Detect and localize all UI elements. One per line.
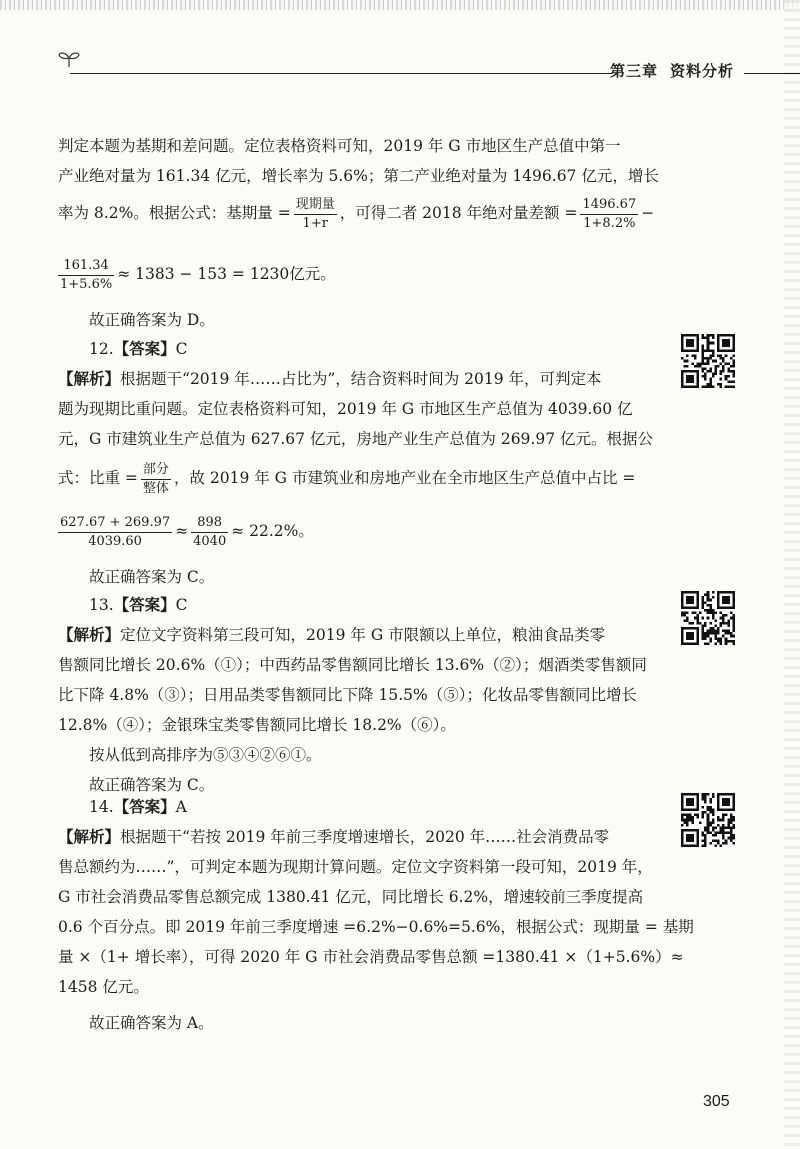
answer-conclusion: 故正确答案为 C。 [89, 568, 215, 586]
text-segment: 根据题干“2019 年……占比为”，结合资料时间为 2019 年，可判定本 [120, 370, 602, 388]
text-segment: 根据题干“若按 2019 年前三季度增速增长，2020 年……社会消费品零 [120, 828, 610, 846]
analysis-tag: 【解析】 [58, 370, 121, 388]
answer-value: C [175, 596, 188, 614]
fraction-secondary [580, 197, 638, 232]
q13-block [58, 590, 658, 800]
text-line: 12.8%（④）；金银珠宝类零售额同比增长 18.2%（⑥）。 [58, 716, 456, 734]
fraction-ratio [141, 462, 171, 497]
text-line: 题为现期比重问题。定位表格资料可知，2019 年 G 市地区生产总值为 4039.60 亿 [58, 400, 633, 418]
answer-value: A [175, 798, 187, 816]
formula-line [58, 191, 658, 235]
q12-formula-result [58, 507, 658, 555]
text-segment: 定位文字资料第三段可知，2019 年 G 市限额以上单位，粮油食品类零 [120, 626, 606, 644]
text-segment: 率为 8.2%。根据公式：基期量 = [58, 204, 291, 222]
qr-code-icon[interactable] [681, 334, 735, 388]
formula-line [58, 252, 658, 296]
answer-tag: 【答案】 [113, 596, 176, 614]
fraction-base-period [294, 197, 337, 232]
denominator: 4040 [193, 533, 227, 549]
analysis-tag: 【解析】 [58, 626, 121, 644]
q11-analysis-tail [58, 131, 658, 235]
scan-right-border [784, 0, 800, 1149]
numerator: 161.34 [58, 258, 114, 276]
text-segment: ，故 2019 年 G 市建筑业和房地产业在全市地区生产总值中占比 = [173, 469, 636, 487]
chapter-name: 资料分析 [669, 62, 734, 80]
text-segment: − [641, 204, 655, 222]
text-segment: ≈ 22.2%。 [231, 522, 314, 540]
text-line: 售总额约为……”，可判定本题为现期计算问题。定位文字资料第一段可知，2019 年， [58, 858, 653, 876]
q14-block [58, 792, 694, 1038]
answer-line [58, 792, 658, 822]
numerator: 部分 [141, 462, 171, 480]
answer-tag: 【答案】 [113, 340, 176, 358]
denominator: 4039.60 [88, 533, 142, 549]
chapter-title [610, 60, 734, 81]
numerator: 898 [191, 515, 228, 533]
text-line: 判定本题为基期和差问题。定位表格资料可知，2019 年 G 市地区生产总值中第一 [58, 137, 621, 155]
text-line: 元，G 市建筑业生产总值为 627.67 亿元，房地产业生产总值为 269.97 亿元。根据公 [58, 430, 653, 448]
approx-sign: ≈ [175, 522, 189, 540]
denominator: 1+r [302, 215, 328, 231]
answer-line [58, 334, 658, 364]
q12-conclusion [58, 562, 658, 592]
page-number: 305 [703, 1093, 730, 1110]
text-segment: ，可得二者 2018 年绝对量差额 = [339, 204, 578, 222]
formula-line [58, 507, 658, 555]
answer-conclusion: 故正确答案为 A。 [89, 1014, 214, 1032]
text-segment: 式：比重 = [58, 469, 138, 487]
text-line: 1458 亿元。 [58, 978, 149, 996]
q12-block [58, 334, 658, 502]
text-line: G 市社会消费品零售总额完成 1380.41 亿元，同比增长 6.2%，增速较前三季度提高 [58, 888, 644, 906]
scan-top-border [0, 0, 800, 10]
denominator: 1+8.2% [583, 215, 636, 231]
denominator: 1+5.6% [60, 276, 113, 292]
sort-order: 按从低到高排序为⑤③④②⑥①。 [89, 746, 322, 764]
qr-code-icon[interactable] [681, 591, 735, 645]
text-line: 0.6 个百分点。即 2019 年前三季度增速 =6.2%−0.6%=5.6%，根据公式：现期量 = 基期 [58, 918, 694, 936]
analysis-tag: 【解析】 [58, 828, 121, 846]
text-line [58, 822, 658, 852]
question-number: 12. [89, 340, 114, 358]
question-number: 14. [89, 798, 114, 816]
text-line: 售额同比增长 20.6%（①）；中西药品零售额同比增长 13.6%（②）；烟酒类零售额同 [58, 656, 647, 674]
answer-conclusion: 故正确答案为 C。 [89, 776, 215, 794]
header-rule-right [744, 73, 800, 74]
qr-code-icon[interactable] [681, 793, 735, 847]
formula-line [58, 454, 658, 502]
q11-conclusion [58, 305, 658, 335]
text-line: 量 ×（1+ 增长率），可得 2020 年 G 市社会消费品零售总额 =1380.41 ×（1+5.6%）≈ [58, 948, 684, 966]
text-line [58, 364, 658, 394]
numerator: 1496.67 [580, 197, 638, 215]
denominator: 整体 [142, 480, 169, 496]
text-segment: ≈ 1383 − 153 = 1230亿元。 [117, 265, 336, 283]
question-number: 13. [89, 596, 114, 614]
answer-conclusion: 故正确答案为 D。 [89, 311, 215, 329]
numerator: 现期量 [294, 197, 337, 215]
numerator: 627.67 + 269.97 [58, 515, 172, 533]
text-line: 比下降 4.8%（③）；日用品类零售额同比下降 15.5%（⑤）；化妆品零售额同比增长 [58, 686, 637, 704]
text-line [58, 620, 658, 650]
answer-tag: 【答案】 [113, 798, 176, 816]
fraction-rounded [191, 515, 228, 550]
page-header [58, 48, 800, 84]
sprout-icon [58, 50, 80, 68]
fraction-primary [58, 258, 114, 293]
header-rule-left [70, 73, 612, 74]
text-line: 产业绝对量为 161.34 亿元，增长率为 5.6%；第二产业绝对量为 1496.67 亿元，增长 [58, 167, 659, 185]
chapter-number: 第三章 [609, 62, 658, 80]
q11-formula-result [58, 252, 658, 296]
answer-line [58, 590, 658, 620]
fraction-sum [58, 515, 172, 550]
answer-value: C [175, 340, 188, 358]
